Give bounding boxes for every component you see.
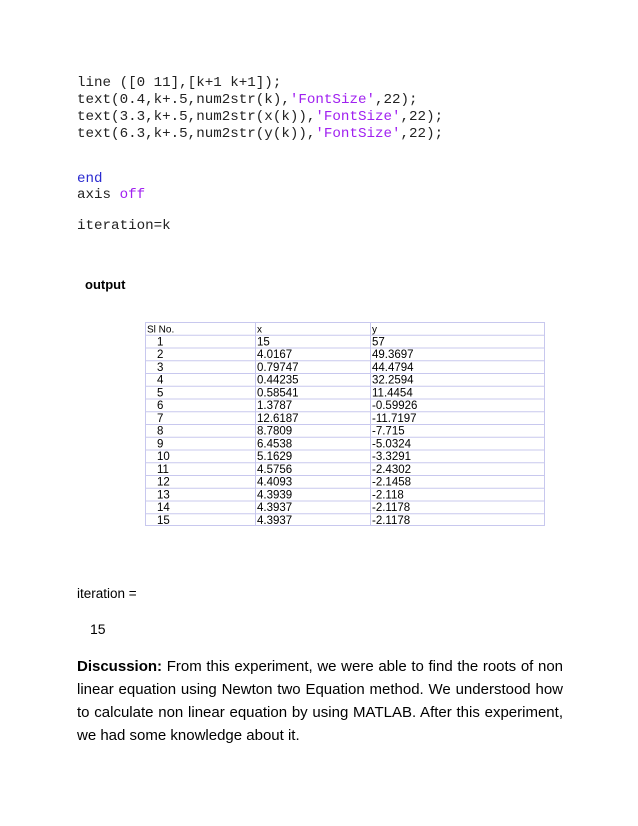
code-line-4 <box>77 126 443 143</box>
code-line-3 <box>77 109 443 126</box>
table-cell: -2.118 <box>372 489 404 502</box>
table-cell: 57 <box>372 336 385 349</box>
table-cell: 11 <box>157 463 169 476</box>
table-cell: 0.79747 <box>257 361 299 374</box>
code-string: off <box>119 187 146 203</box>
code-string: 'FontSize' <box>289 92 375 108</box>
iteration-label: iteration = <box>77 586 137 601</box>
table-cell: -2.1178 <box>372 502 411 515</box>
code-text: line ([0 11],[k+1 k+1]); <box>77 75 282 91</box>
code-text: text(0.4,k+.5,num2str(k), <box>77 92 290 108</box>
table-cell: 3 <box>157 361 164 374</box>
code-text: ,22); <box>400 126 444 142</box>
table-cell: 0.58541 <box>257 387 299 400</box>
table-cell: 1.3787 <box>257 400 293 413</box>
discussion-paragraph <box>77 655 563 747</box>
output-figure <box>145 322 545 526</box>
table-cell: 6 <box>157 400 164 413</box>
table-cell: 9 <box>157 438 164 451</box>
code-line-2 <box>77 92 418 109</box>
code-text: text(6.3,k+.5,num2str(y(k)), <box>77 126 316 142</box>
table-cell: 4.5756 <box>257 463 293 476</box>
code-text: text(3.3,k+.5,num2str(x(k)), <box>77 109 316 125</box>
discussion-heading: Discussion: <box>77 658 163 675</box>
table-cell: 15 <box>157 514 170 526</box>
output-label: output <box>85 277 126 292</box>
table-cell: 11.4454 <box>372 387 413 400</box>
table-cell: 1 <box>157 336 164 349</box>
code-text: ,22); <box>375 92 418 108</box>
code-end-keyword: end <box>77 171 103 187</box>
code-text: axis <box>77 187 120 203</box>
table-header-cell: x <box>257 324 262 336</box>
code-string: 'FontSize' <box>315 126 401 142</box>
table-cell: 5 <box>157 387 164 400</box>
table-cell: 4.0167 <box>257 349 293 362</box>
table-cell: 0.44235 <box>257 374 299 387</box>
table-cell: 5.1629 <box>257 451 293 464</box>
table-cell: 4.3937 <box>257 514 293 526</box>
table-cell: -11.7197 <box>372 412 417 425</box>
table-cell: 15 <box>257 336 270 349</box>
table-cell: 14 <box>157 502 170 515</box>
table-cell: 2 <box>157 349 164 362</box>
table-cell: 6.4538 <box>257 438 293 451</box>
table-cell: 8 <box>157 425 164 438</box>
table-cell: 32.2594 <box>372 374 414 387</box>
table-cell: -3.3291 <box>372 451 412 464</box>
table-cell: 8.7809 <box>257 425 293 438</box>
table-cell: 4.3939 <box>257 489 293 502</box>
table-header-cell: y <box>372 324 377 336</box>
table-cell: -2.1458 <box>372 476 412 489</box>
discussion-body: From this experiment, we were able to find the roots of non linear equation using Newton two Equation method. We understood how to calculate non linear equation by using MATLAB. After this experiment, we had some knowledge about it. <box>77 658 563 744</box>
table-cell: 12 <box>157 476 170 489</box>
table-header-cell: Sl No. <box>147 324 175 336</box>
table-cell: 4.4093 <box>257 476 293 489</box>
table-cell: -7.715 <box>372 425 405 438</box>
table-cell: 44.4794 <box>372 361 414 374</box>
table-cell: 12.6187 <box>257 412 299 425</box>
code-text: ,22); <box>400 109 444 125</box>
table-cell: -2.1178 <box>372 514 411 526</box>
table-cell: 49.3697 <box>372 349 414 362</box>
table-cell: 13 <box>157 489 170 502</box>
output-figure-svg <box>145 322 545 526</box>
code-axis-line <box>77 187 145 204</box>
code-iteration-line: iteration=k <box>77 218 171 234</box>
table-cell: -2.4302 <box>372 463 412 476</box>
table-cell: -5.0324 <box>372 438 412 451</box>
table-cell: 4.3937 <box>257 502 293 515</box>
code-string: 'FontSize' <box>315 109 401 125</box>
table-cell: -0.59926 <box>372 400 418 413</box>
iteration-value: 15 <box>90 621 106 637</box>
code-line-1 <box>77 75 281 92</box>
table-cell: 4 <box>157 374 164 387</box>
table-cell: 7 <box>157 412 164 425</box>
table-cell: 10 <box>157 451 170 464</box>
